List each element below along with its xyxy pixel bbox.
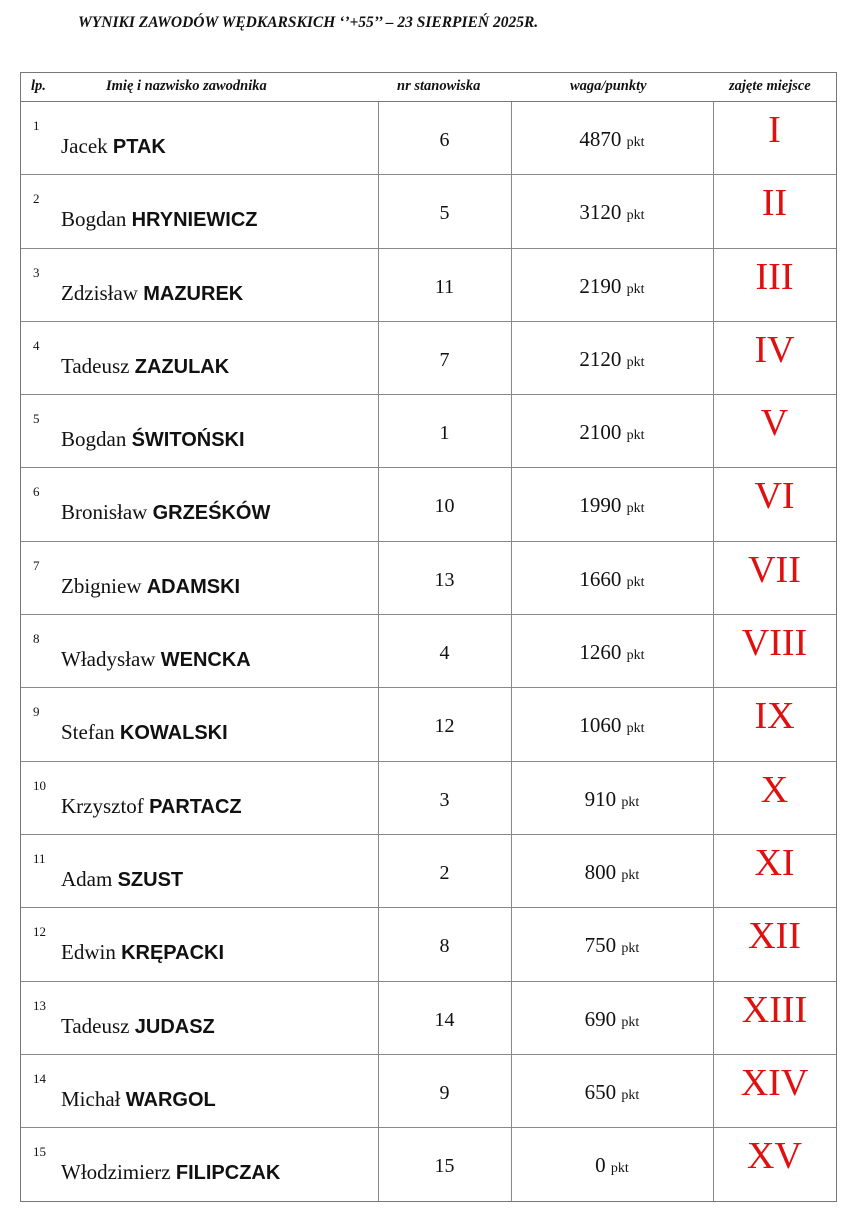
first-name: Bronisław bbox=[61, 500, 148, 525]
points-unit: pkt bbox=[621, 941, 640, 957]
name-cell bbox=[21, 1055, 379, 1127]
last-name: KOWALSKI bbox=[119, 722, 228, 745]
points-unit: pkt bbox=[626, 354, 645, 370]
station-number: 6 bbox=[439, 129, 450, 151]
points-value: 1260 bbox=[579, 640, 622, 665]
place-cell bbox=[713, 982, 836, 1054]
name-cell bbox=[21, 542, 379, 614]
points-cell bbox=[511, 175, 714, 247]
last-name: ZAZULAK bbox=[134, 355, 230, 378]
name-cell bbox=[21, 322, 379, 394]
place-roman: III bbox=[755, 255, 794, 298]
first-name: Włodzimierz bbox=[61, 1160, 171, 1185]
station-cell bbox=[378, 102, 512, 174]
place-roman: IV bbox=[754, 328, 795, 371]
station-number: 1 bbox=[439, 422, 450, 445]
header-station: nr stanowiska bbox=[397, 78, 481, 94]
place-roman: X bbox=[760, 768, 789, 811]
place-roman: VIII bbox=[741, 622, 808, 665]
points-value: 0 bbox=[595, 1153, 606, 1178]
place-roman: VI bbox=[754, 475, 795, 518]
points-unit: pkt bbox=[626, 135, 645, 150]
place-roman: V bbox=[760, 402, 789, 445]
row-number: 12 bbox=[33, 924, 46, 940]
first-name: Tadeusz bbox=[61, 353, 130, 378]
station-number: 4 bbox=[439, 642, 450, 665]
points-unit: pkt bbox=[626, 281, 645, 297]
competitor-name bbox=[61, 281, 243, 306]
points-unit: pkt bbox=[626, 648, 645, 664]
first-name: Zbigniew bbox=[61, 573, 142, 598]
points-unit: pkt bbox=[626, 428, 645, 444]
row-number: 13 bbox=[33, 997, 46, 1013]
table-header bbox=[21, 73, 836, 102]
first-name: Adam bbox=[61, 866, 113, 891]
station-number: 9 bbox=[439, 1081, 450, 1104]
first-name: Jacek bbox=[61, 134, 108, 158]
points-unit: pkt bbox=[621, 1087, 640, 1103]
points-cell bbox=[511, 688, 714, 760]
place-cell bbox=[713, 249, 836, 321]
place-roman: VII bbox=[748, 548, 801, 591]
station-cell bbox=[378, 395, 512, 467]
first-name: Krzysztof bbox=[61, 793, 144, 818]
station-cell bbox=[378, 1055, 512, 1127]
points-value: 650 bbox=[584, 1079, 617, 1104]
first-name: Edwin bbox=[61, 940, 116, 965]
points-value: 3120 bbox=[579, 200, 622, 225]
points-value: 910 bbox=[584, 786, 617, 811]
last-name: FILIPCZAK bbox=[175, 1162, 281, 1185]
station-number: 15 bbox=[434, 1155, 455, 1178]
points-cell bbox=[511, 1055, 714, 1127]
row-number: 6 bbox=[33, 484, 40, 500]
table-row bbox=[21, 102, 836, 175]
row-number: 7 bbox=[33, 557, 40, 573]
place-cell bbox=[713, 468, 836, 540]
name-cell bbox=[21, 249, 379, 321]
points-unit: pkt bbox=[626, 208, 645, 224]
row-number: 14 bbox=[33, 1070, 46, 1086]
row-number: 8 bbox=[33, 631, 40, 647]
table-row bbox=[21, 688, 836, 761]
station-cell bbox=[378, 762, 512, 834]
name-cell bbox=[21, 1128, 379, 1201]
last-name: ADAMSKI bbox=[146, 575, 241, 598]
competitor-name bbox=[61, 574, 240, 599]
table-row bbox=[21, 908, 836, 981]
last-name: WARGOL bbox=[125, 1088, 216, 1111]
last-name: SZUST bbox=[117, 868, 184, 891]
place-roman: XI bbox=[754, 841, 795, 884]
station-number: 14 bbox=[434, 1008, 455, 1031]
competitor-name bbox=[61, 500, 270, 525]
points-unit: pkt bbox=[610, 1161, 629, 1177]
table-row bbox=[21, 175, 836, 248]
station-cell bbox=[378, 249, 512, 321]
points-value: 2100 bbox=[579, 420, 622, 445]
table-row bbox=[21, 249, 836, 322]
place-roman: XII bbox=[748, 915, 801, 958]
name-cell bbox=[21, 175, 379, 247]
row-number: 4 bbox=[33, 337, 40, 353]
last-name: KRĘPACKI bbox=[121, 942, 225, 965]
last-name: PTAK bbox=[112, 136, 166, 158]
name-cell bbox=[21, 468, 379, 540]
header-place: zajęte miejsce bbox=[729, 78, 811, 94]
name-cell bbox=[21, 688, 379, 760]
place-cell bbox=[713, 762, 836, 834]
name-cell bbox=[21, 835, 379, 907]
name-cell bbox=[21, 395, 379, 467]
row-number: 11 bbox=[33, 850, 46, 866]
station-number: 5 bbox=[439, 202, 450, 225]
points-unit: pkt bbox=[621, 1014, 640, 1030]
table-row bbox=[21, 835, 836, 908]
place-cell bbox=[713, 542, 836, 614]
points-value: 2190 bbox=[579, 273, 622, 298]
station-number: 7 bbox=[439, 348, 450, 371]
points-cell bbox=[511, 835, 714, 907]
last-name: PARTACZ bbox=[149, 795, 242, 818]
name-cell bbox=[21, 908, 379, 980]
points-cell bbox=[511, 762, 714, 834]
first-name: Władysław bbox=[61, 647, 156, 672]
points-value: 800 bbox=[584, 859, 617, 884]
row-number: 2 bbox=[33, 191, 40, 207]
place-cell bbox=[713, 175, 836, 247]
points-unit: pkt bbox=[621, 867, 640, 883]
place-roman: XIII bbox=[741, 988, 808, 1031]
place-cell bbox=[713, 688, 836, 760]
table-row bbox=[21, 322, 836, 395]
points-value: 1060 bbox=[579, 713, 622, 738]
last-name: MAZUREK bbox=[143, 282, 244, 305]
first-name: Zdzisław bbox=[61, 280, 138, 305]
place-roman: I bbox=[768, 109, 781, 151]
header-name: Imię i nazwisko zawodnika bbox=[106, 78, 267, 94]
competitor-name bbox=[61, 867, 183, 892]
place-cell bbox=[713, 322, 836, 394]
name-cell bbox=[21, 982, 379, 1054]
last-name: ŚWITOŃSKI bbox=[131, 429, 245, 452]
row-number: 9 bbox=[33, 704, 40, 720]
table-row bbox=[21, 468, 836, 541]
row-number: 10 bbox=[33, 777, 46, 793]
station-cell bbox=[378, 542, 512, 614]
table-row bbox=[21, 615, 836, 688]
first-name: Michał bbox=[61, 1086, 121, 1111]
place-cell bbox=[713, 615, 836, 687]
table-row bbox=[21, 395, 836, 468]
place-roman: II bbox=[761, 182, 788, 225]
station-number: 11 bbox=[434, 275, 455, 298]
points-cell bbox=[511, 249, 714, 321]
points-value: 1660 bbox=[579, 566, 622, 591]
points-unit: pkt bbox=[621, 794, 640, 810]
row-number: 3 bbox=[33, 264, 40, 280]
last-name: JUDASZ bbox=[134, 1015, 215, 1038]
place-roman: IX bbox=[754, 695, 795, 738]
header-points: waga/punkty bbox=[570, 78, 647, 94]
table-row bbox=[21, 542, 836, 615]
points-cell bbox=[511, 395, 714, 467]
station-number: 2 bbox=[439, 861, 450, 884]
station-number: 8 bbox=[439, 935, 450, 958]
points-value: 4870 bbox=[579, 127, 622, 151]
points-cell bbox=[511, 615, 714, 687]
points-unit: pkt bbox=[626, 574, 645, 590]
station-number: 13 bbox=[434, 568, 455, 591]
points-unit: pkt bbox=[626, 501, 645, 517]
station-cell bbox=[378, 908, 512, 980]
competitor-name bbox=[61, 1087, 216, 1112]
points-cell bbox=[511, 322, 714, 394]
table-row bbox=[21, 1055, 836, 1128]
results-table bbox=[20, 72, 837, 1202]
first-name: Bogdan bbox=[61, 427, 127, 452]
document-title: WYNIKI ZAWODÓW WĘDKARSKICH ‘’+55’’ – 23 SIERPIEŃ 2025R. bbox=[78, 14, 539, 31]
points-cell bbox=[511, 1128, 714, 1201]
row-number: 5 bbox=[33, 411, 40, 427]
first-name: Bogdan bbox=[61, 207, 127, 232]
place-cell bbox=[713, 1128, 836, 1201]
points-cell bbox=[511, 102, 714, 174]
competitor-name bbox=[61, 647, 251, 672]
points-cell bbox=[511, 982, 714, 1054]
name-cell bbox=[21, 102, 379, 174]
points-cell bbox=[511, 468, 714, 540]
points-cell bbox=[511, 542, 714, 614]
name-cell bbox=[21, 762, 379, 834]
first-name: Stefan bbox=[61, 720, 115, 745]
last-name: HRYNIEWICZ bbox=[131, 209, 258, 232]
station-cell bbox=[378, 322, 512, 394]
competitor-name bbox=[61, 1014, 215, 1039]
first-name: Tadeusz bbox=[61, 1013, 130, 1038]
points-unit: pkt bbox=[626, 721, 645, 737]
competitor-name bbox=[61, 1160, 280, 1185]
station-number: 10 bbox=[434, 495, 455, 518]
place-cell bbox=[713, 1055, 836, 1127]
row-number: 1 bbox=[33, 118, 40, 133]
points-value: 690 bbox=[584, 1006, 617, 1031]
competitor-name bbox=[61, 794, 242, 819]
place-cell bbox=[713, 395, 836, 467]
competitor-name bbox=[61, 427, 245, 452]
points-value: 750 bbox=[584, 933, 617, 958]
table-row bbox=[21, 1128, 836, 1201]
competitor-name bbox=[61, 940, 224, 965]
station-cell bbox=[378, 982, 512, 1054]
table-row bbox=[21, 982, 836, 1055]
station-number: 3 bbox=[439, 788, 450, 811]
points-cell bbox=[511, 908, 714, 980]
station-cell bbox=[378, 615, 512, 687]
points-value: 1990 bbox=[579, 493, 622, 518]
station-cell bbox=[378, 468, 512, 540]
place-cell bbox=[713, 102, 836, 174]
competitor-name bbox=[61, 720, 228, 745]
station-cell bbox=[378, 175, 512, 247]
station-cell bbox=[378, 835, 512, 907]
row-number: 15 bbox=[33, 1144, 46, 1160]
competitor-name bbox=[61, 354, 229, 379]
points-value: 2120 bbox=[579, 346, 622, 371]
last-name: WENCKA bbox=[160, 649, 251, 672]
name-cell bbox=[21, 615, 379, 687]
place-roman: XIV bbox=[740, 1061, 809, 1104]
table-row bbox=[21, 762, 836, 835]
place-cell bbox=[713, 835, 836, 907]
competitor-name bbox=[61, 207, 258, 232]
station-cell bbox=[378, 688, 512, 760]
station-number: 12 bbox=[434, 715, 455, 738]
place-roman: XV bbox=[747, 1135, 802, 1178]
header-lp: lp. bbox=[31, 78, 46, 94]
competitor-name bbox=[61, 134, 166, 159]
place-cell bbox=[713, 908, 836, 980]
station-cell bbox=[378, 1128, 512, 1201]
last-name: GRZEŚKÓW bbox=[152, 502, 271, 525]
